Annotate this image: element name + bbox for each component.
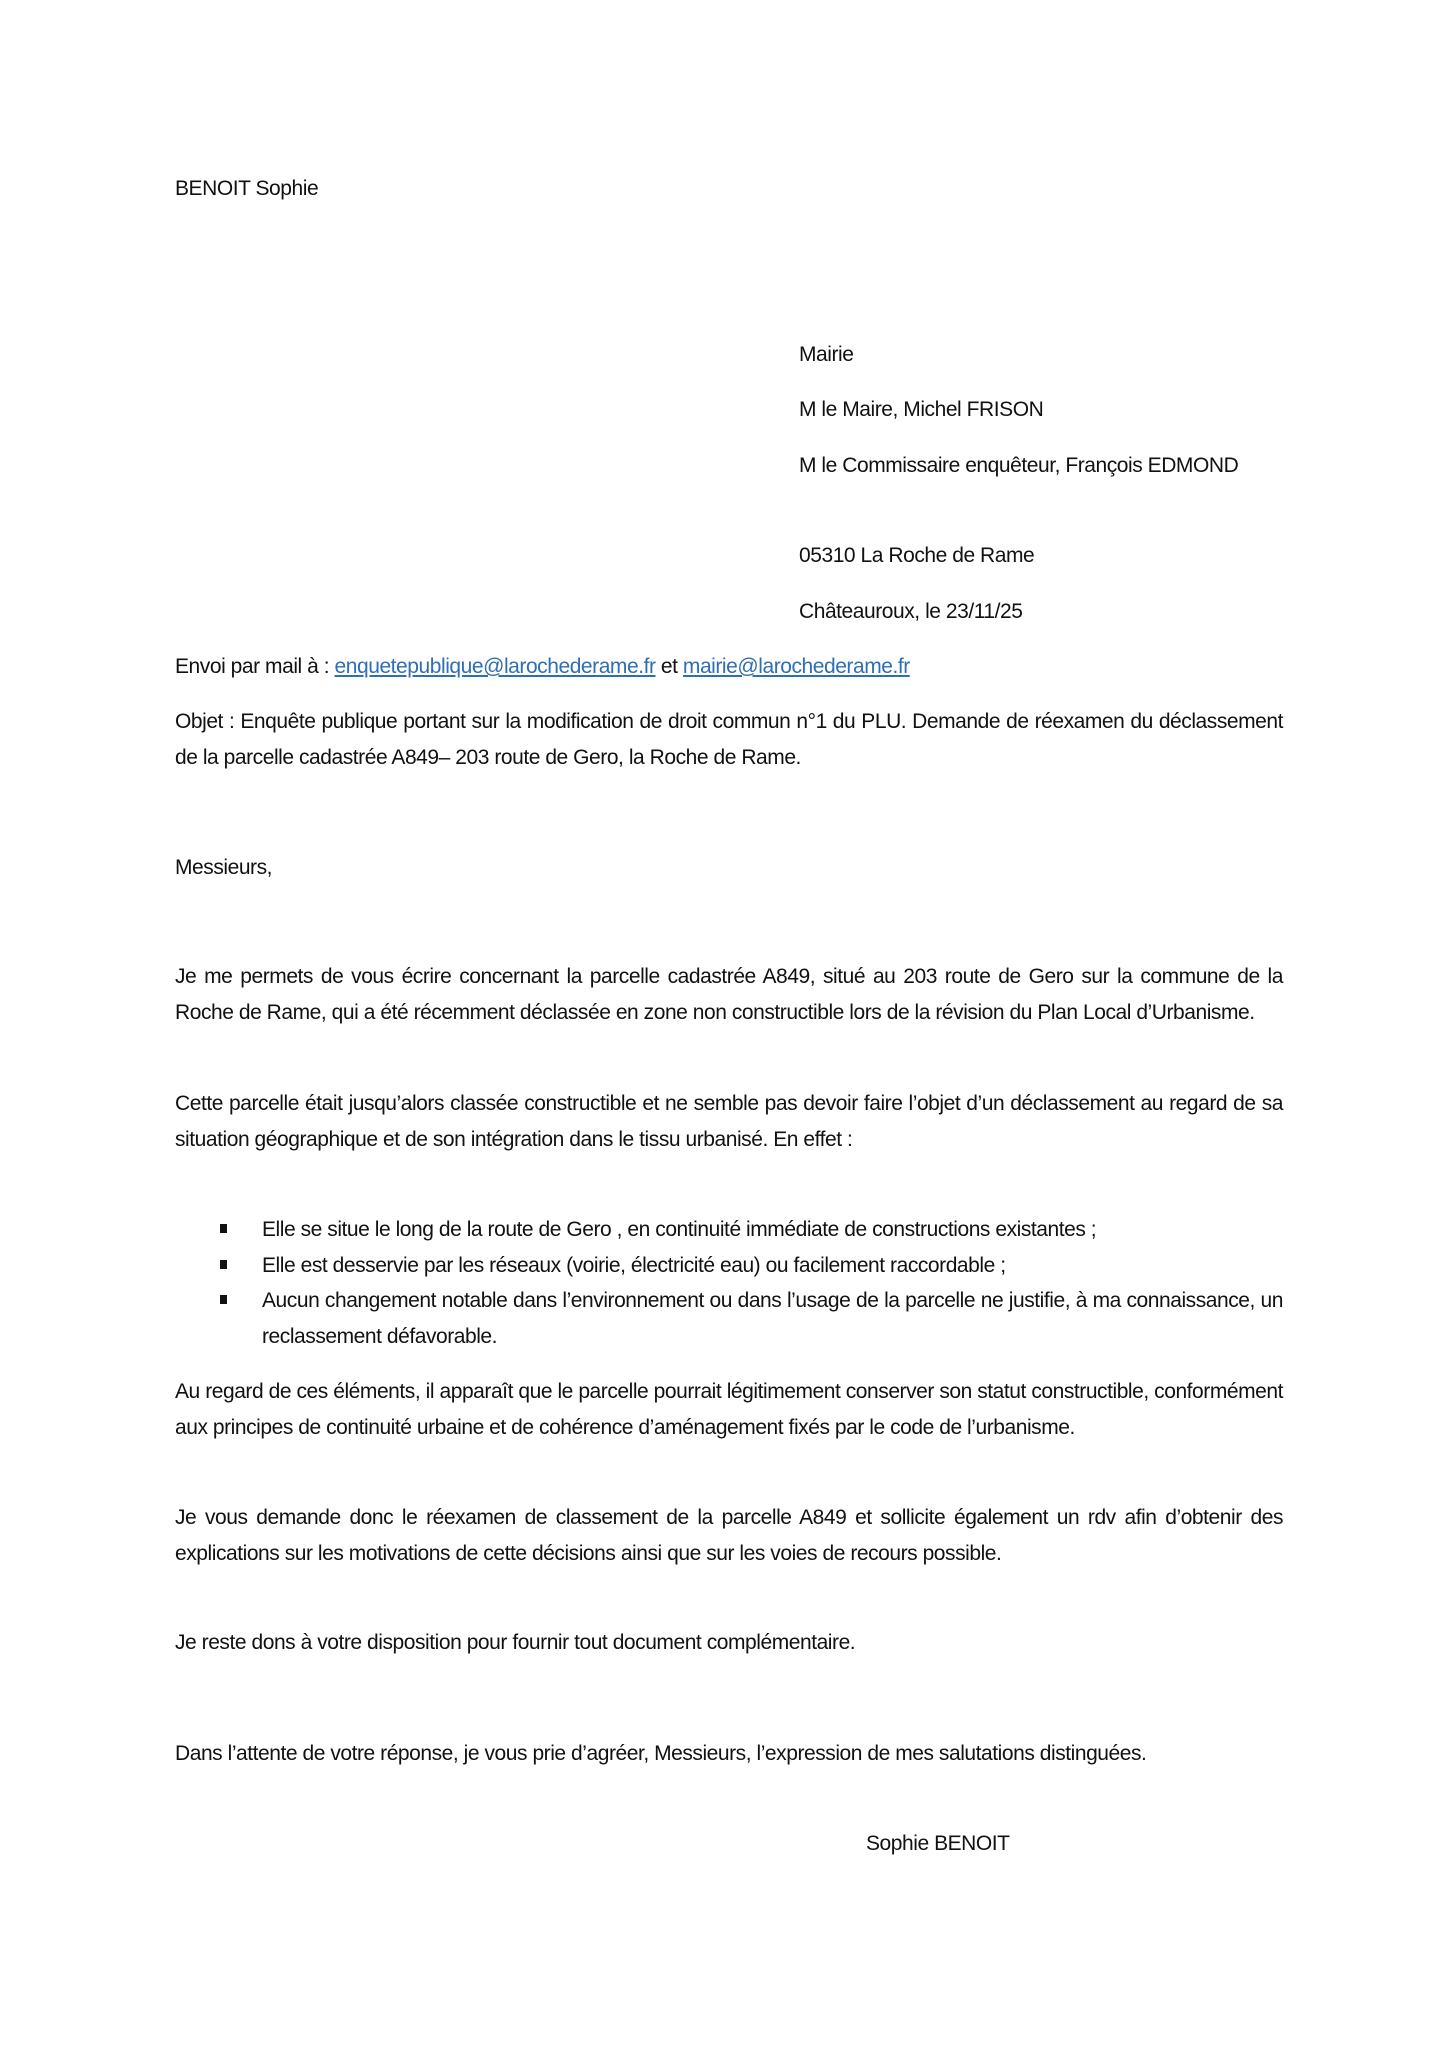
sending-line xyxy=(175,649,1283,685)
sending-connector: et xyxy=(655,655,683,678)
email-link-mairie[interactable]: mairie@larochederame.fr xyxy=(682,655,910,678)
closing-formula: Dans l’attente de votre réponse, je vous prie d’agréer, Messieurs, l’expression de mes salutations distinguées. xyxy=(175,1742,1147,1765)
body-paragraph-2: Cette parcelle était jusqu’alors classée constructible et ne semble pas devoir faire l’objet d’un déclassement au regard de sa situation géographique et de son intégration dans le tissu urbanisé. En effet : xyxy=(175,1092,1283,1151)
body-paragraph-5: Je reste dons à votre disposition pour fournir tout document complémentaire. xyxy=(175,1631,856,1654)
bullet-list xyxy=(175,1212,1283,1354)
recipient-line-mairie: Mairie xyxy=(799,343,854,366)
email-link-enquete[interactable]: enquetepublique@larochederame.fr xyxy=(334,655,656,678)
body-paragraph-3: Au regard de ces éléments, il apparaît que le parcelle pourrait légitimement conserver son statut constructible, conformément aux principes de continuité urbaine et de cohérence d’aménagement fixés par le code de l’urbanisme. xyxy=(175,1380,1283,1439)
square-bullet-icon xyxy=(220,1224,227,1233)
sender-name: BENOIT Sophie xyxy=(175,177,319,200)
square-bullet-icon xyxy=(220,1295,227,1304)
body-paragraph-1: Je me permets de vous écrire concernant la parcelle cadastrée A849, situé au 203 route de Gero sur la commune de la Roche de Rame, qui a été récemment déclassée en zone non constructible lors de la révision du Plan Local d’Urbanisme. xyxy=(175,965,1283,1024)
recipient-line-maire: M le Maire, Michel FRISON xyxy=(799,398,1044,421)
recipient-line-commissaire: M le Commissaire enquêteur, François EDMOND xyxy=(799,454,1239,477)
body-paragraph-4: Je vous demande donc le réexamen de classement de la parcelle A849 et sollicite également un rdv afin d’obtenir des explications sur les motivations de cette décisions ainsi que sur les voies de recours possible. xyxy=(175,1506,1283,1565)
bullet-item: Elle est desservie par les réseaux (voirie, électricité eau) ou facilement raccordable ; xyxy=(175,1248,1283,1284)
subject-line: Objet : Enquête publique portant sur la modification de droit commun n°1 du PLU. Demande de réexamen du déclassement de la parcelle cadastrée A849– 203 route de Gero, la Roche de Rame. xyxy=(175,710,1283,769)
recipient-line-address: 05310 La Roche de Rame xyxy=(799,544,1035,567)
place-date: Châteauroux, le 23/11/25 xyxy=(799,600,1023,623)
square-bullet-icon xyxy=(220,1260,227,1269)
signature: Sophie BENOIT xyxy=(866,1832,1010,1855)
bullet-item: Aucun changement notable dans l’environnement ou dans l’usage de la parcelle ne justifie, à ma connaissance, un reclassement défavorable. xyxy=(175,1283,1283,1354)
bullet-item: Elle se situe le long de la route de Gero , en continuité immédiate de constructions existantes ; xyxy=(175,1212,1283,1248)
sending-prefix: Envoi par mail à : xyxy=(175,655,335,678)
salutation: Messieurs, xyxy=(175,856,273,879)
